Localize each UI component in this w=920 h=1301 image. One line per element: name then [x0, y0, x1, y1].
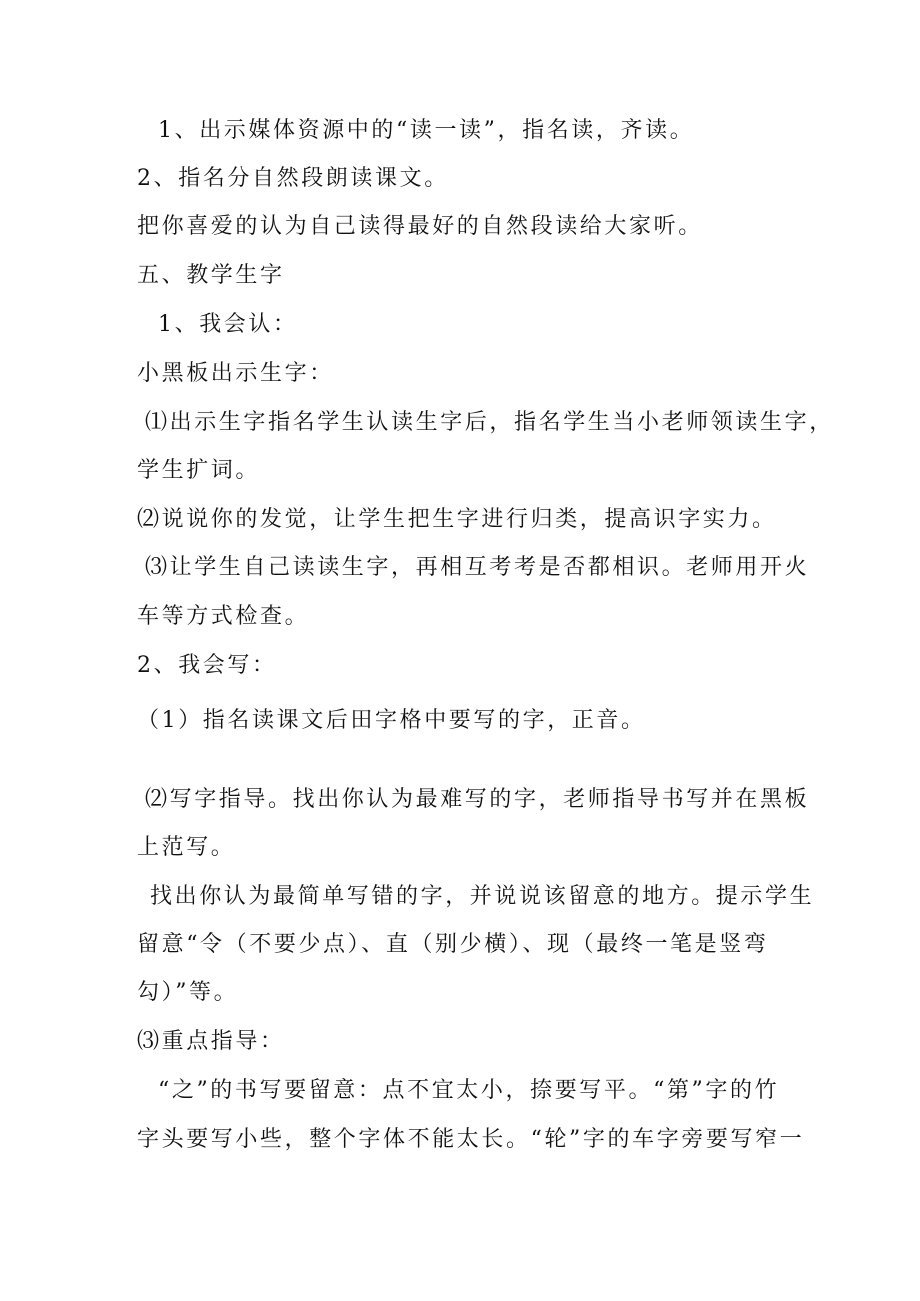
text-line: ⑵写字指导。找出你认为最难写的字，老师指导书写并在黑板 [145, 787, 810, 812]
text-line: 车等方式检查。 [137, 604, 310, 629]
text-line: 1、出示媒体资源中的“读一读”，指名读，齐读。 [158, 118, 695, 143]
text-line: 学生扩词。 [137, 458, 261, 483]
text-line: ⑵说说你的发觉，让学生把生字进行归类，提高识字实力。 [137, 507, 777, 532]
text-line: ⑶重点指导： [137, 1029, 285, 1054]
text-line: ⑴出示生字指名学生认读生字后，指名学生当小老师领读生字， [145, 410, 834, 435]
text-line: （1）指名读课文后田字格中要写的字，正音。 [137, 708, 646, 733]
subsection-heading: 1、我会认： [158, 312, 298, 337]
text-line: 留意“令（不要少点）、直（别少横）、现（最终一笔是竖弯 [137, 932, 769, 957]
text-line: ⑶让学生自己读读生字，再相互考考是否都相识。老师用开火 [145, 555, 810, 580]
text-line: 找出你认为最简单写错的字，并说说该留意的地方。提示学生 [150, 884, 815, 909]
text-line: 勾）”等。 [137, 980, 239, 1005]
text-line: 小黑板出示生字： [137, 361, 334, 386]
text-line: 把你喜爱的认为自己读得最好的自然段读给大家听。 [137, 214, 703, 239]
text-line: “之”的书写要留意：点不宜太小，捺要写平。“第”字的竹 [158, 1078, 780, 1103]
text-line: 2、指名分自然段朗读课文。 [137, 166, 449, 191]
section-heading: 五、教学生字 [137, 263, 285, 288]
subsection-heading: 2、我会写： [137, 653, 277, 678]
text-line: 字头要写小些，整个字体不能太长。“轮”字的车字旁要写窄一 [137, 1127, 805, 1152]
text-line: 上范写。 [137, 835, 236, 860]
